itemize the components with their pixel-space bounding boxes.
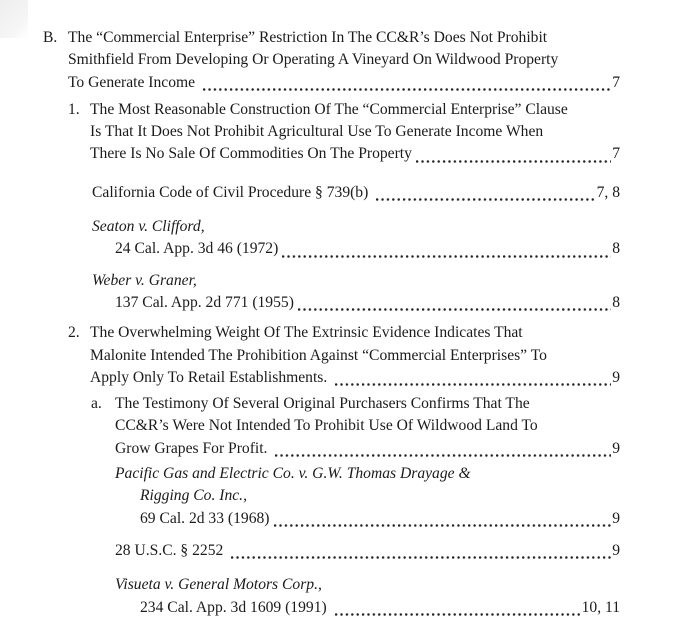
toc-entry-lastline [43,72,620,94]
toc-entry-line: The Most Reasonable Construction Of The “Commercial Enterprise” Clause [90,100,568,118]
toc-entry-item-1 [43,99,620,166]
toc-entry-case-seaton [43,216,620,261]
page-number: 9 [612,509,620,527]
toc-entry-line: The “Commercial Enterprise” Restriction In The CC&R’s Does Not Prohibit [68,29,548,46]
section-label: B. [43,29,58,46]
toc-entry-lastline [43,292,620,314]
dot-leader [203,88,611,91]
dot-leader [282,255,611,258]
statute-citation: California Code of Civil Procedure § 739(b) [92,183,373,201]
toc-entry-line: Malonite Intended The Prohibition Against “Commercial Enterprises” To [90,346,547,364]
page-number: 9 [612,541,620,559]
toc-entry-line: The Testimony Of Several Original Purchasers Confirms That The [115,395,530,413]
page-number: 10, 11 [581,598,620,616]
page-number: 7 [612,145,620,163]
case-name: Weber v. Graner, [92,271,197,289]
toc-entry-text: There Is No Sale Of Commodities On The Property [90,145,412,163]
dot-leader [376,198,595,201]
statute-citation: 28 U.S.C. § 2252 [115,541,228,559]
page-number: 9 [612,439,620,457]
page-number: 7 [612,73,620,91]
toc-entry-line: Smithfield From Developing Or Operating A Vineyard On Wildwood Property [68,51,559,69]
case-citation: 69 Cal. 2d 33 (1968) [140,509,270,527]
page-number: 8 [612,240,620,258]
toc-entry-line: Is That It Does Not Prohibit Agricultural Use To Generate Income When [90,123,544,141]
dot-leader [275,454,611,457]
toc-entry-lastline [43,508,620,530]
toc-entry-case-weber [43,270,620,315]
toc-entry-item-2 [43,322,620,389]
toc-entry-line: The Overwhelming Weight Of The Extrinsic Evidence Indicates That [90,324,523,342]
toc-entry-text: Apply Only To Retail Establishments. [90,368,332,386]
toc-entry-lastline [43,182,620,204]
dot-leader [335,383,611,386]
page-number: 8 [612,293,620,311]
case-citation: 234 Cal. App. 3d 1609 (1991) [140,598,331,616]
toc-entry-case-visueta [43,574,620,619]
dot-leader [231,556,611,559]
case-name-continued: Rigging Co. Inc., [140,487,247,505]
table-of-contents [43,27,620,619]
case-citation: 24 Cal. App. 3d 46 (1972) [115,240,279,258]
toc-entry-statute-usc [43,540,620,562]
case-citation: 137 Cal. App. 2d 771 (1955) [115,293,294,311]
dot-leader [298,308,611,311]
toc-entry-lastline [43,367,620,389]
toc-entry-lastline [43,597,620,619]
item-label: a. [91,395,102,413]
toc-entry-lastline [43,438,620,460]
toc-entry-text: Grow Grapes For Profit. [115,439,272,457]
dot-leader [335,613,581,616]
toc-entry-text: To Generate Income [68,73,199,91]
scan-artifact [0,0,28,38]
page-number: 9 [612,368,620,386]
case-name: Visueta v. General Motors Corp., [115,576,322,594]
toc-entry-section-b [43,27,620,94]
dot-leader [416,160,611,163]
toc-entry-case-pacific-gas [43,463,620,530]
item-label: 1. [68,100,80,118]
item-label: 2. [68,324,80,342]
toc-entry-lastline [43,238,620,260]
toc-entry-line: CC&R’s Were Not Intended To Prohibit Use Of Wildwood Land To [115,417,538,435]
toc-entry-lastline [43,540,620,562]
case-name: Pacific Gas and Electric Co. v. G.W. Thomas Drayage & [115,465,471,483]
dot-leader [274,524,612,527]
case-name: Seaton v. Clifford, [92,218,205,236]
toc-entry-statute-ccp [43,182,620,204]
toc-entry-lastline [43,143,620,165]
toc-entry-item-a [43,393,620,460]
page-number: 7, 8 [596,183,620,201]
